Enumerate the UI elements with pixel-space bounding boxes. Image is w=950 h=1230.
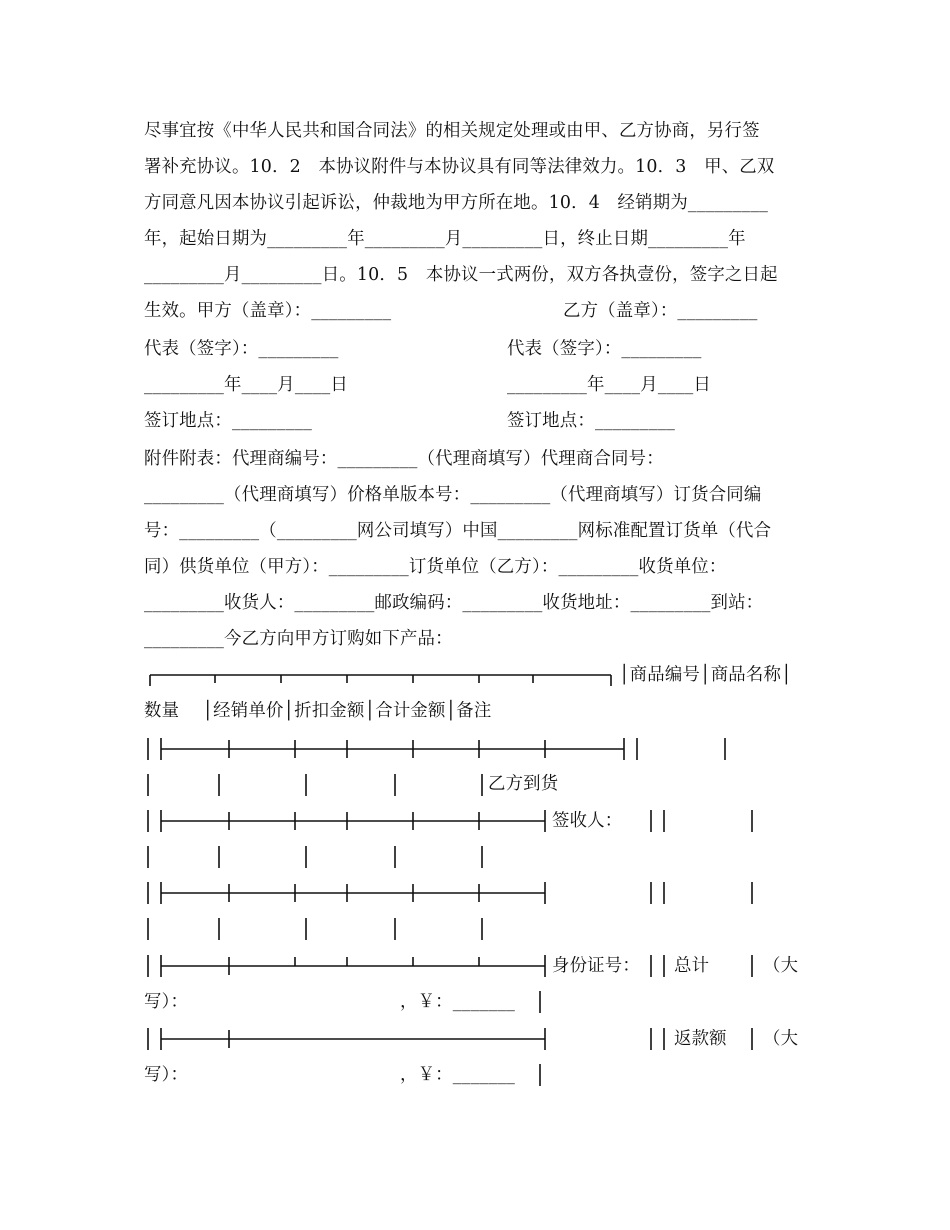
total-daxie-close: 写）： [144,992,189,1012]
attachment-line-6: _________今乙方向甲方订购如下产品： [144,629,453,649]
table-header-row2: 数量 │经销单价│折扣金额│合计金额│备注 [144,701,492,721]
total-amount-field: ，￥：_______ [400,992,516,1012]
total-daxie-open: （大 [763,956,799,976]
refund-daxie-open: （大 [763,1029,799,1049]
table-header-tail: │商品编号│商品名称│ [619,665,792,685]
rep-b-signature: 代表（签字）：_________ [507,339,702,359]
party-b-seal: 乙方（盖章）：_________ [563,301,758,321]
party-a-seal: 生效。甲方（盖章）：_________ [144,301,392,321]
paragraph-line-2: 署补充协议。10．2 本协议附件与本协议具有同等法律效力。10．3 甲、乙双 [144,157,775,177]
rep-a-signature: 代表（签字）：_________ [144,339,339,359]
attachment-line-5: _________收货人：_________邮政编码：_________收货地址：_________到站： [144,593,764,613]
attachment-line-2: _________（代理商填写）价格单版本号：_________（代理商填写）订货合同编 [144,485,762,505]
refund-daxie-close: 写）： [144,1065,189,1085]
signer-label: 签收人： [552,811,623,831]
attachment-line-3: 号：_________（_________网公司填写）中国_________网标准配置订货单（代合 [144,521,772,541]
refund-amount-field: ，￥：_______ [400,1065,516,1085]
refund-label: 返款额 [674,1029,727,1049]
paragraph-line-5: _________月_________日。10．5 本协议一式两份，双方各执壹份，签字之日起 [144,265,778,285]
paragraph-line-4: 年，起始日期为_________年_________月_________日，终止日期_________年 [144,229,746,249]
arrival-label: 乙方到货 [488,774,559,794]
total-label: 总计 [674,956,710,976]
attachment-line-4: 同）供货单位（甲方）：_________订货单位（乙方）：_________收货单位： [144,557,727,577]
paragraph-line-1: 尽事宜按《中华人民共和国合同法》的相关规定处理或由甲、乙方协商，另行签 [144,121,760,141]
date-a: _________年____月____日 [144,375,348,395]
paragraph-line-3: 方同意凡因本协议引起诉讼，仲裁地为甲方所在地。10．4 经销期为_________ [144,193,768,213]
attachment-line-1: 附件附表：代理商编号：_________（代理商填写）代理商合同号： [144,449,664,469]
date-b: _________年____月____日 [507,375,711,395]
id-number-label: 身份证号： [552,956,640,976]
place-a: 签订地点：_________ [144,411,313,431]
place-b: 签订地点：_________ [507,411,676,431]
